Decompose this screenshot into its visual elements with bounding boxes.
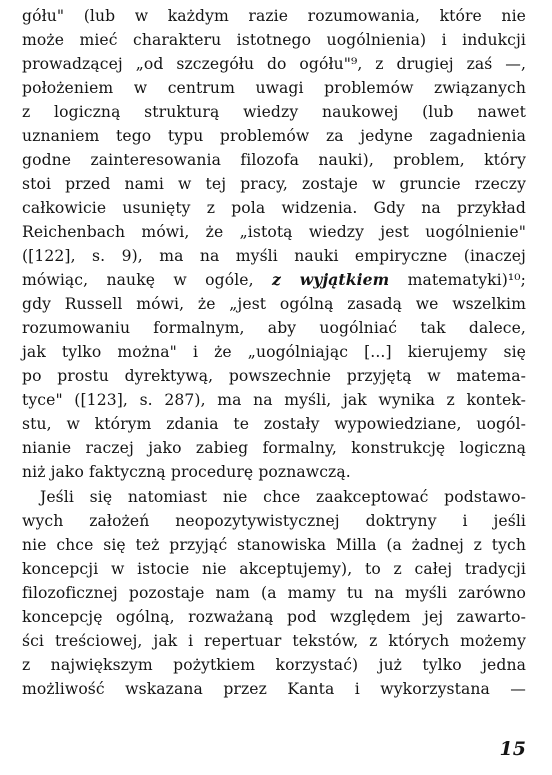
text-line: prowadzącej „od szczegółu do ogółu"⁹, z drugiej zaś —, bbox=[22, 55, 526, 73]
text-line: nianie raczej jako zabieg formalny, konstrukcję logiczną bbox=[22, 439, 526, 457]
text-line: koncepcji w istocie nie akceptujemy), to z całej tradycji bbox=[22, 560, 526, 578]
text-line: po prostu dyrektywą, powszechnie przyjętą w matema- bbox=[22, 367, 526, 385]
text-line: niż jako faktyczną procedurę poznawczą. bbox=[22, 463, 351, 481]
text-line: całkowicie usunięty z pola widzenia. Gdy na przykład bbox=[22, 199, 526, 217]
text-line: filozoficznej pozostaje nam (a mamy tu na myśli zarówno bbox=[22, 584, 526, 602]
text-line: gdy Russell mówi, że „jest ogólną zasadą we wszelkim bbox=[22, 295, 526, 313]
text-line: ści treściowej, jak i repertuar tekstów, z których możemy bbox=[22, 632, 526, 650]
text-line: z logiczną strukturą wiedzy naukowej (lub nawet bbox=[22, 103, 526, 121]
text-line: możliwość wskazana przez Kanta i wykorzystana — bbox=[22, 680, 526, 698]
text-line: tyce" ([123], s. 287), ma na myśli, jak wynika z kontek- bbox=[22, 391, 526, 409]
text-line: ([122], s. 9), ma na myśli nauki empiryczne (inaczej bbox=[22, 247, 526, 265]
text-line: stu, w którym zdania te zostały wypowiedziane, uogól- bbox=[22, 415, 526, 433]
text-line: uznaniem tego typu problemów za jedyne zagadnienia bbox=[22, 127, 526, 145]
text-line: jak tylko można" i że „uogólniając [...] kierujemy się bbox=[22, 343, 526, 361]
text-line: stoi przed nami w tej pracy, zostaje w gruncie rzeczy bbox=[22, 175, 526, 193]
text-line: z największym pożytkiem korzystać) już tylko jedna bbox=[22, 656, 526, 674]
text-line: położeniem w centrum uwagi problemów związanych bbox=[22, 79, 526, 97]
text-line: Jeśli się natomiast nie chce zaakceptować podstawo- bbox=[40, 488, 526, 506]
text-line: wych założeń neopozytywistycznej doktryny i jeśli bbox=[22, 512, 526, 530]
text-line: może mieć charakteru istotnego uogólnienia) i indukcji bbox=[22, 31, 526, 49]
text-line: nie chce się też przyjąć stanowiska Milla (a żadnej z tych bbox=[22, 536, 526, 554]
text-line: Reichenbach mówi, że „istotą wiedzy jest uogólnienie" bbox=[22, 223, 526, 241]
text-line: gółu" (lub w każdym razie rozumowania, które nie bbox=[22, 7, 526, 25]
text-line: rozumowaniu formalnym, aby uogólniać tak dalece, bbox=[22, 319, 526, 337]
page-number: 15 bbox=[499, 738, 526, 760]
text-line: godne zainteresowania filozofa nauki), problem, który bbox=[22, 151, 526, 169]
emphasis: z wyjątkiem bbox=[272, 270, 390, 289]
text-line: mówiąc, naukę w ogóle, z wyjątkiem matematyki)¹⁰; bbox=[22, 270, 526, 289]
text-line: koncepcję ogólną, rozważaną pod względem jej zawarto- bbox=[22, 608, 526, 626]
